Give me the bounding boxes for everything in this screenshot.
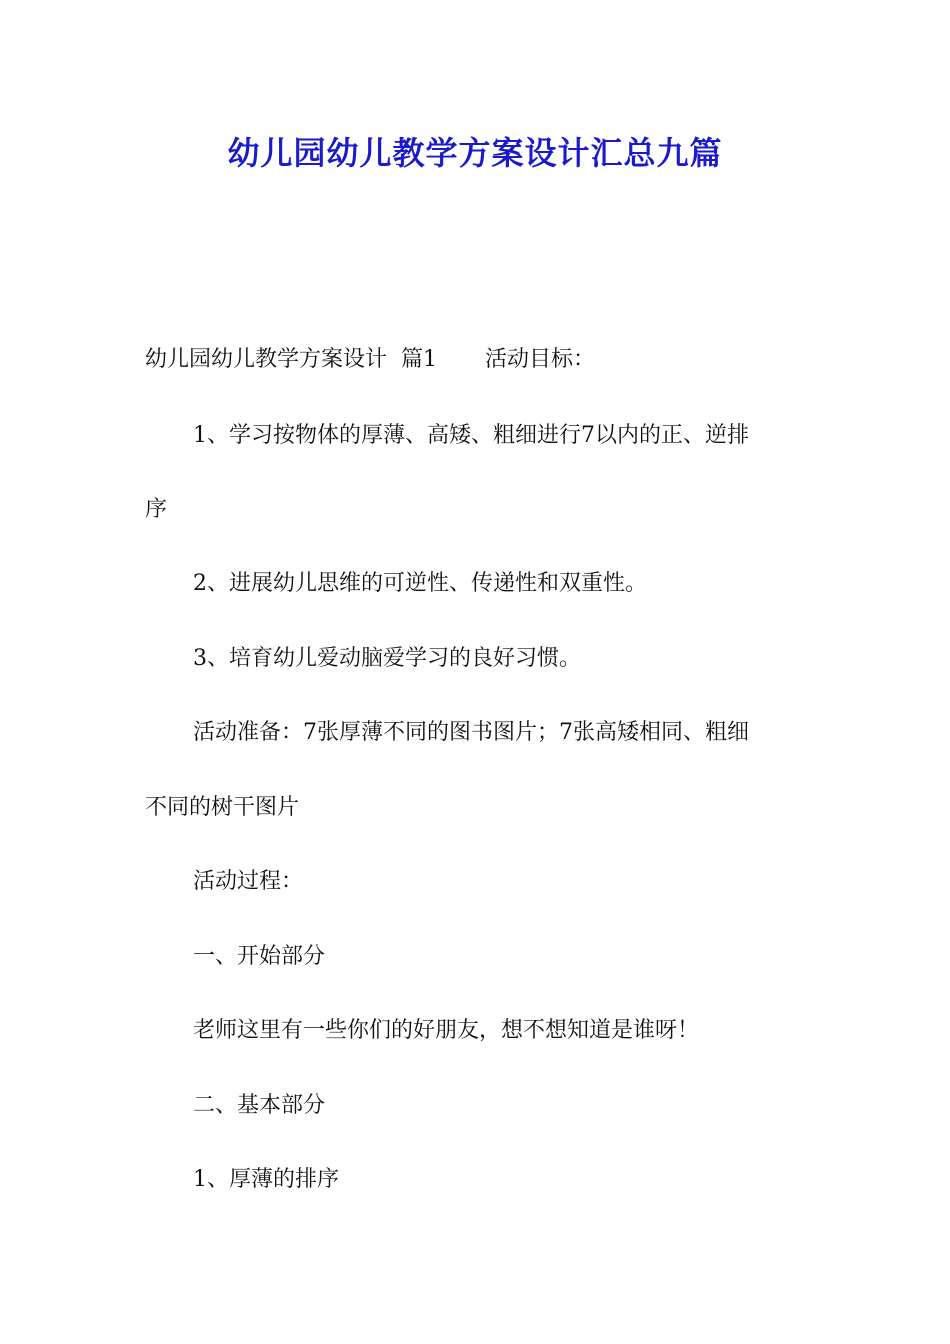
goal-item-2: 2、进展幼儿思维的可逆性、传递性和双重性。 bbox=[193, 571, 647, 596]
section-heading: 幼儿园幼儿教学方案设计 篇1 bbox=[145, 347, 437, 372]
goal-label: 活动目标： bbox=[484, 347, 595, 372]
goal-item-1-continued: 序 bbox=[145, 497, 168, 522]
part-two-heading: 二、基本部分 bbox=[193, 1093, 326, 1118]
preparation-line: 活动准备：7张厚薄不同的图书图片；7张高矮相同、粗细 bbox=[193, 720, 749, 745]
part-one-text: 老师这里有一些你们的好朋友，想不想知道是谁呀！ bbox=[193, 1018, 700, 1043]
goal-item-1: 1、学习按物体的厚薄、高矮、粗细进行7以内的正、逆排 bbox=[193, 423, 749, 448]
process-label: 活动过程： bbox=[193, 869, 304, 894]
part-one-heading: 一、开始部分 bbox=[193, 944, 326, 969]
goal-item-3: 3、培育幼儿爱动脑爱学习的良好习惯。 bbox=[193, 646, 581, 671]
document-title: 幼儿园幼儿教学方案设计汇总九篇 bbox=[227, 134, 723, 172]
part-two-item-1: 1、厚薄的排序 bbox=[193, 1167, 339, 1192]
section-heading-line bbox=[145, 345, 815, 375]
preparation-line-continued: 不同的树干图片 bbox=[145, 795, 300, 820]
